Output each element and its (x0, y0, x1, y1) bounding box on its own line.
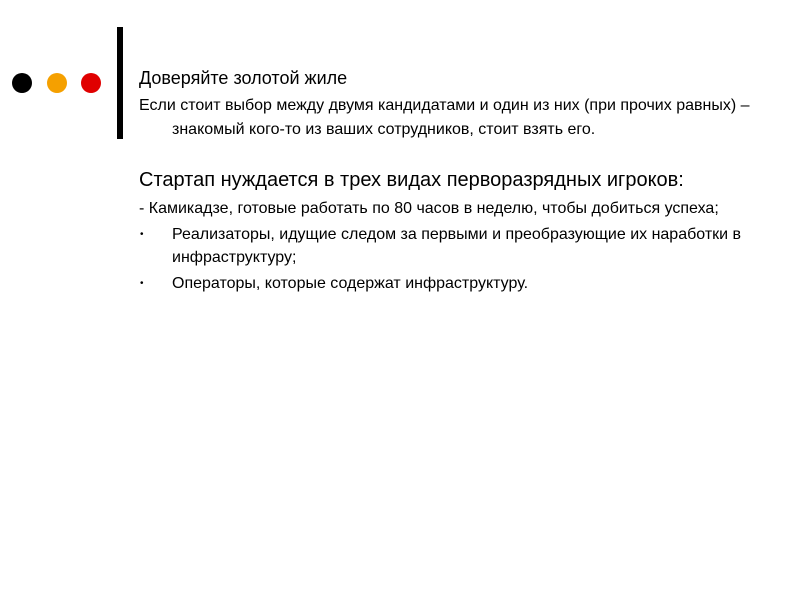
decorative-red-dot (81, 73, 101, 93)
list-item-operators (139, 272, 759, 295)
decorative-orange-dot (47, 73, 67, 93)
list-item-kamikaze: - Камикадзе, готовые работать по 80 часов в неделю, чтобы добиться успеха; (139, 200, 719, 217)
bullet-icon: • (140, 278, 144, 289)
list-item-implementers (139, 223, 759, 269)
list-item-text: Реализаторы, идущие следом за первыми и преобразующие их наработки в инфраструктуру; (172, 226, 742, 266)
slide-content (139, 66, 759, 295)
vertical-divider-bar (117, 27, 123, 139)
bullet-icon: • (140, 229, 144, 240)
decorative-black-dot (12, 73, 32, 93)
slide-heading-trust: Доверяйте золотой жиле (139, 68, 348, 88)
slide-heading-player-types: Стартап нуждается в трех видах перворазрядных игроков: (139, 169, 684, 191)
paragraph-candidate-choice: Если стоит выбор между двумя кандидатами и один из них (при прочих равных) – знакомый кого-то из ваших сотрудников, стоит взять его. (139, 97, 750, 138)
bullet-list (139, 223, 759, 295)
list-item-text: Операторы, которые содержат инфраструктуру. (172, 275, 529, 292)
